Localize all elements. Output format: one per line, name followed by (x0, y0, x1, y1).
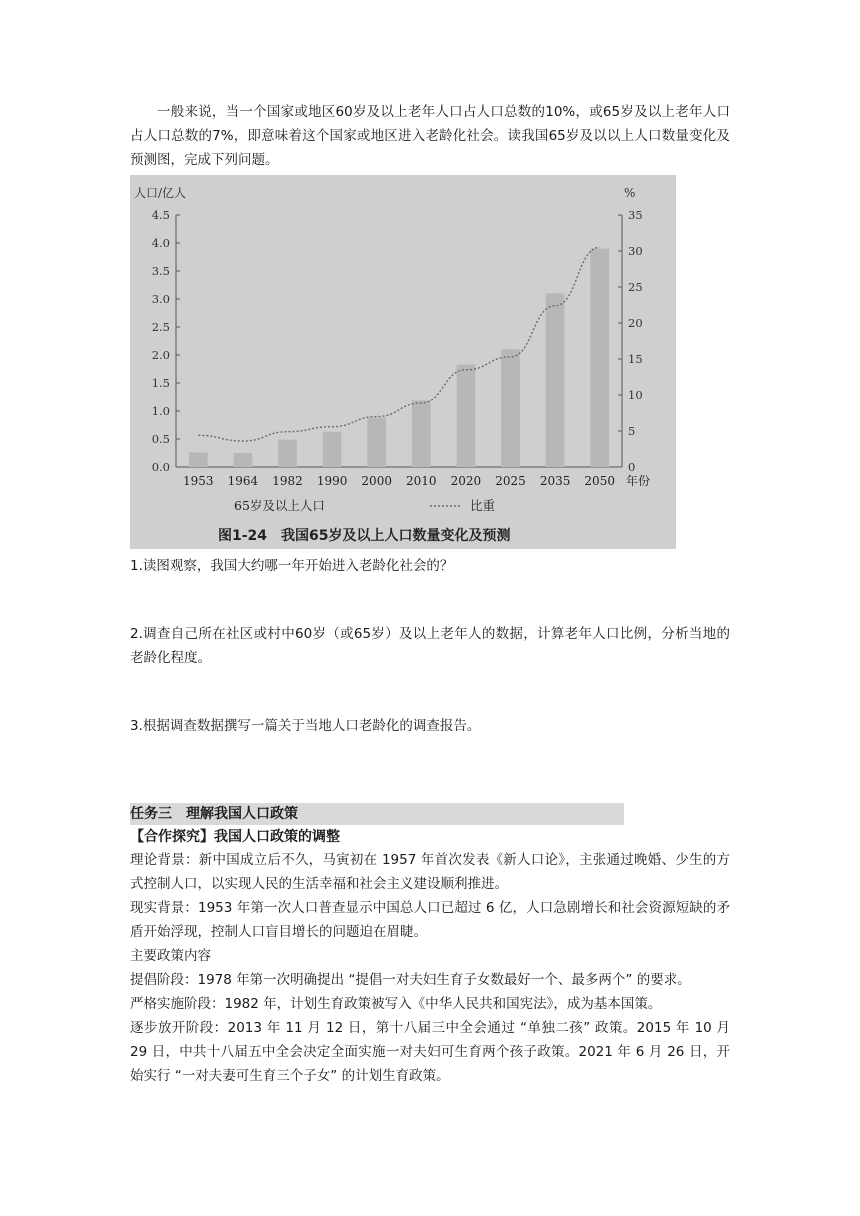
y-left-tick-label: 3.5 (151, 264, 170, 278)
stage-advocacy: 提倡阶段：1978 年第一次明确提出 “提倡一对夫妇生育子女数最好一个、最多两个” 的要求。 (130, 972, 691, 988)
question-3: 3.根据调查数据撰写一篇关于当地人口老龄化的调查报告。 (130, 718, 481, 734)
x-tick-label: 1953 (183, 474, 214, 488)
chart-legend (234, 498, 495, 513)
y-right-axis-label: % (624, 186, 636, 200)
population-bar (323, 432, 342, 467)
y-right-tick-label: 25 (628, 280, 643, 294)
x-tick-label: 2050 (584, 474, 615, 488)
intro-paragraph: 一般来说，当一个国家或地区60岁及以上老年人口占人口总数的10%，或65岁及以上老年人口占人口总数的7%，即意味着这个国家或地区进入老龄化社会。读我国65岁及以以上人口数量变化及预测图，完成下列问题。 (130, 104, 730, 168)
y-left-tick-label: 1.0 (151, 404, 170, 418)
y-left-tick-label: 0.5 (151, 432, 170, 446)
y-left-tick-label: 4.0 (151, 236, 170, 250)
stage-relaxation: 逐步放开阶段：2013 年 11 月 12 日，第十八届三中全会通过 “单独二孩” 政策。2015 年 10 月 29 日，中共十八届五中全会决定全面实施一对夫妇可生育两个孩子政策。2021 年 6 月 26 日，开始实行 “一对夫妻可生育三个子女” 的计划生育政策。 (130, 1020, 730, 1084)
population-chart-figure (130, 175, 676, 549)
task-heading: 任务三 理解我国人口政策 (130, 803, 624, 825)
y-right-tick-label: 20 (628, 316, 643, 330)
reality-background: 现实背景：1953 年第一次人口普查显示中国总人口已超过 6 亿，人口急剧增长和社会资源短缺的矛盾开始浮现，控制人口盲目增长的问题迫在眉睫。 (130, 900, 730, 940)
stage-strict: 严格实施阶段：1982 年，计划生育政策被写入《中华人民共和国宪法》，成为基本国策。 (130, 996, 662, 1012)
question-2: 2.调查自己所在社区或村中60岁（或65岁）及以上老年人的数据，计算老年人口比例，分析当地的老龄化程度。 (130, 626, 730, 666)
y-left-tick-label: 1.5 (151, 376, 170, 390)
x-tick-label: 1964 (227, 474, 259, 488)
policy-title: 主要政策内容 (130, 948, 211, 964)
ratio-series-line (198, 247, 599, 441)
y-right-tick-label: 15 (628, 352, 643, 366)
x-tick-label: 1990 (316, 474, 348, 488)
y-right-tick-label: 0 (628, 460, 636, 474)
y-right-tick-label: 30 (628, 244, 643, 258)
x-tick-label: 2000 (361, 474, 392, 488)
population-bar (501, 349, 520, 467)
population-bar (234, 453, 253, 467)
y-left-tick-label: 2.0 (151, 348, 170, 362)
legend-line-label: 比重 (470, 498, 496, 513)
y-left-axis-label: 人口/亿人 (134, 186, 187, 200)
y-right-tick-label: 10 (628, 388, 643, 402)
population-bar (189, 452, 208, 467)
population-bar (367, 418, 386, 467)
x-tick-label: 2020 (450, 474, 482, 488)
population-bar (457, 365, 476, 467)
y-left-tick-label: 3.0 (151, 292, 170, 306)
policy-body (130, 848, 730, 1088)
question-1: 1.读图观察，我国大约哪一年开始进入老龄化社会的？ (130, 558, 454, 574)
population-bar (278, 440, 297, 467)
population-bar (546, 293, 565, 467)
y-left-tick-label: 2.5 (151, 320, 170, 334)
y-right-tick-label: 35 (628, 208, 643, 222)
coop-heading: 【合作探究】我国人口政策的调整 (130, 829, 340, 845)
x-tick-label: 2025 (495, 474, 526, 488)
x-axis-suffix: 年份 (626, 474, 651, 488)
population-chart (130, 175, 676, 549)
x-tick-label: 2010 (406, 474, 437, 488)
y-left-tick-label: 0.0 (151, 460, 170, 474)
legend-bar-label: 65岁及以上人口 (234, 498, 325, 513)
y-left-tick-label: 4.5 (151, 208, 170, 222)
x-tick-label: 2035 (539, 474, 571, 488)
population-bar (412, 400, 431, 467)
y-right-tick-label: 5 (628, 424, 636, 438)
theory-background: 理论背景：新中国成立后不久，马寅初在 1957 年首次发表《新人口论》，主张通过晚婚、少生的方式控制人口，以实现人民的生活幸福和社会主义建设顺利推进。 (130, 852, 730, 892)
x-tick-label: 1982 (272, 474, 303, 488)
population-bar (590, 249, 609, 467)
chart-caption: 图1-24 我国65岁及以上人口数量变化及预测 (218, 528, 511, 544)
